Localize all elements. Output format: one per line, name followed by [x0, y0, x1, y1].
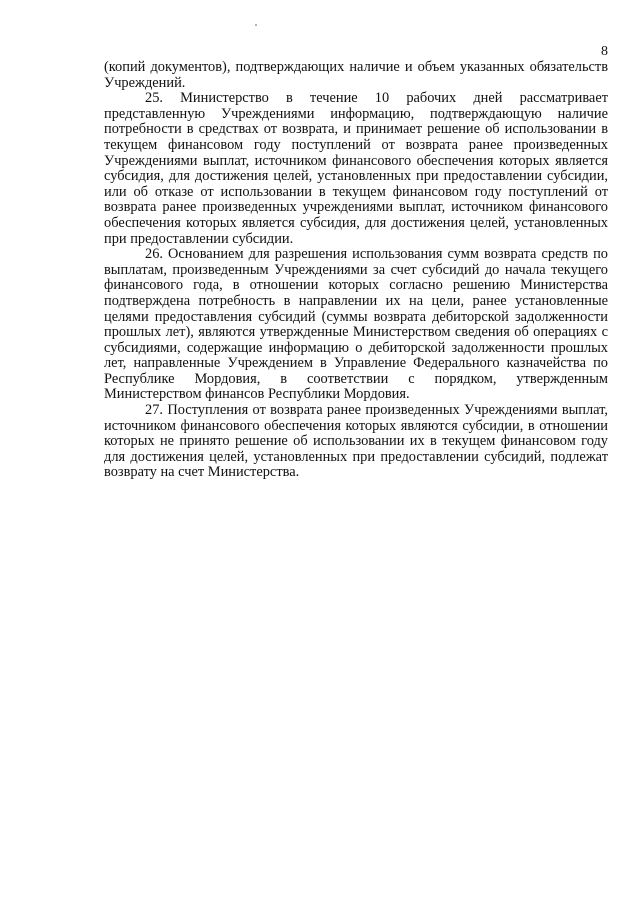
paragraph-25: 25. Министерство в течение 10 рабочих дней рассматривает представленную Учреждениями информацию, подтверждающую наличие потребности в средствах от возврата, и принимает решение об использовании в текущем финансовом году поступлений от возврата ранее произведенных Учреждениями выплат, источником финансового обеспечения которых является субсидия, для достижения целей, установленных при предоставлении субсидии, или об отказе от использовании в текущем финансовом году поступлений от возврата ранее произведенных учреждениями выплат, источником финансового обеспечения которых является субсидия, для достижения целей, установленных при предоставлении субсидии.: [104, 90, 608, 247]
scan-speck: [255, 24, 257, 26]
paragraph-27: 27. Поступления от возврата ранее произведенных Учреждениями выплат, источником финансового обеспечения которых являются субсидии, в отношении которых не принято решение об использовании их в текущем финансовом году для достижения целей, установленных при предоставлении субсидий, подлежат возврату на счет Министерства.: [104, 402, 608, 481]
page-number: 8: [601, 44, 608, 59]
paragraph-continuation: (копий документов), подтверждающих наличие и объем указанных обязательств Учреждений.: [104, 59, 608, 91]
document-body: [104, 60, 608, 481]
paragraph-26: 26. Основанием для разрешения использования сумм возврата средств по выплатам, произведенным Учреждениями за счет субсидий до начала текущего финансового года, в отношении которых согласно решению Министерства подтверждена потребность в направлении их на цели, ранее установленные целями предоставления субсидий (суммы возврата дебиторской задолженности прошлых лет), являются утвержденные Министерством сведения об операциях с субсидиями, содержащие информацию о дебиторской задолженности прошлых лет, направленные Учреждением в Управление Федерального казначейства по Республике Мордовия, в соответствии с порядком, утвержденным Министерством финансов Республики Мордовия.: [104, 246, 608, 403]
